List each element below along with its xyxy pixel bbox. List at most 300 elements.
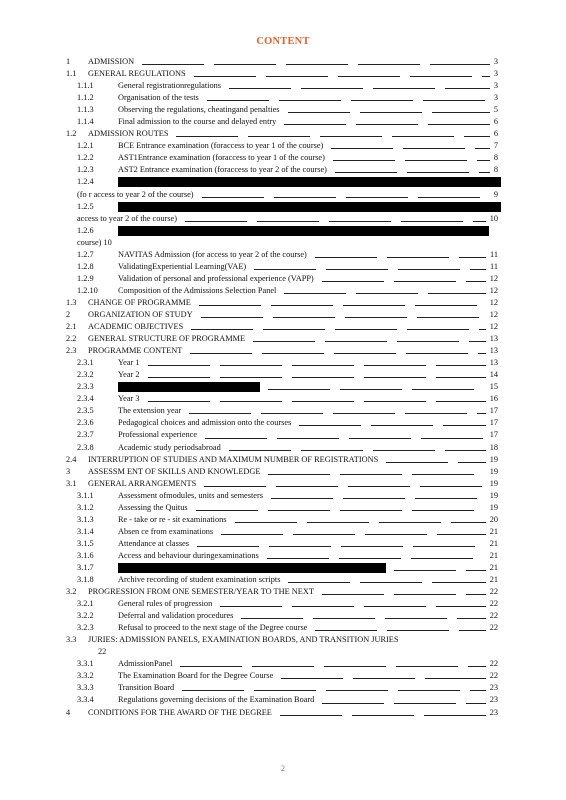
leader-line (148, 377, 210, 378)
toc-entry-title: Regulations governing decisions of the Examination Board (118, 695, 315, 705)
leader-line (333, 160, 395, 161)
leader-line (263, 329, 325, 330)
redaction-bar (118, 226, 489, 236)
leader-line (254, 690, 316, 691)
toc-entry[interactable] (66, 152, 498, 164)
toc-entry[interactable] (66, 116, 498, 128)
toc-entry-title: Archive recording of student examination scripts (118, 575, 281, 585)
leader-line (424, 715, 486, 716)
toc-entry-number: 3.1 (66, 478, 77, 488)
toc-entry-title: NAVITAS Admission (for access to year 2 of the course) (118, 249, 307, 259)
toc-entry[interactable] (66, 333, 498, 345)
leader-line (415, 305, 477, 306)
leader-line (466, 594, 486, 595)
toc-entry-number: 2.3 (66, 346, 77, 356)
page-number: 2 (281, 764, 285, 773)
toc-entry-title: The Examination Board for the Degree Course (118, 671, 274, 681)
toc-entry-number: 1.1.3 (77, 105, 94, 115)
toc-entry-number: 1.1.2 (77, 93, 94, 103)
toc-entry-title: Transition Board (118, 683, 175, 693)
toc-entry[interactable] (66, 249, 498, 261)
toc-entry-page: 22 (489, 671, 498, 681)
leader-line (346, 197, 408, 198)
toc-entry-page: 22 (489, 611, 498, 621)
toc-entry[interactable] (66, 128, 498, 140)
toc-entry-page: 12 (489, 322, 498, 332)
leader-line (398, 690, 460, 691)
leader-line (458, 462, 486, 463)
toc-entry[interactable] (66, 104, 498, 116)
toc-entry[interactable] (66, 68, 498, 80)
leader-line (241, 618, 303, 619)
toc-entry[interactable] (66, 646, 498, 658)
toc-entry[interactable] (66, 201, 498, 213)
leader-line (252, 666, 314, 667)
leader-line (360, 112, 422, 113)
leader-line (364, 377, 426, 378)
leader-line (387, 257, 449, 258)
leader-line (148, 365, 210, 366)
toc-entry-title: Year 2 (118, 370, 140, 380)
leader-line (202, 197, 264, 198)
toc-entry-title: Year 3 (118, 394, 140, 404)
leader-line (284, 124, 346, 125)
leader-line (292, 377, 354, 378)
toc-entry[interactable] (66, 670, 498, 682)
toc-entry[interactable] (66, 514, 498, 526)
leader-line (348, 486, 410, 487)
toc-entry[interactable] (66, 297, 498, 309)
toc-entry-page: 19 (489, 466, 498, 476)
leader-line (189, 413, 251, 414)
toc-entry-title: PROGRAMME CONTENT (88, 346, 183, 356)
toc-entry-title: Academic study periodsabroad (118, 442, 221, 452)
leader-line (469, 341, 486, 342)
leader-line (417, 317, 479, 318)
leader-line (279, 100, 341, 101)
leader-line (459, 257, 486, 258)
toc-entry-number: 2.3.2 (77, 370, 94, 380)
toc-entry-page: 12 (489, 309, 498, 319)
leader-line (284, 293, 346, 294)
leader-line (349, 438, 411, 439)
leader-line (335, 172, 397, 173)
toc-entry-number: 1.2.3 (77, 165, 94, 175)
leader-line (418, 197, 480, 198)
toc-entry-number: 1.2.9 (77, 273, 94, 283)
toc-entry-number: 3.1.8 (77, 575, 94, 585)
leader-line (324, 666, 386, 667)
leader-line (343, 498, 405, 499)
toc-entry-title: Year 1 (118, 358, 140, 368)
toc-entry-page: 5 (493, 105, 498, 115)
leader-line (477, 160, 490, 161)
toc-entry-number: 3.2.3 (77, 623, 94, 633)
toc-entry[interactable] (66, 357, 498, 369)
leader-line (352, 715, 414, 716)
leader-line (356, 293, 418, 294)
leader-line (322, 703, 384, 704)
toc-entry-number: 3.2.2 (77, 611, 94, 621)
leader-line (443, 425, 485, 426)
leader-line (205, 438, 267, 439)
toc-entry-page: 23 (489, 695, 498, 705)
toc-entry-number: 1.3 (66, 297, 77, 307)
redaction-bar (118, 202, 501, 212)
leader-line (339, 558, 401, 559)
leader-line (394, 703, 456, 704)
toc-entry-number: 3.3.3 (77, 683, 94, 693)
leader-line (457, 618, 485, 619)
leader-line (220, 606, 282, 607)
toc-entry-title: ValidatingExperiential Learning(VAE) (118, 261, 247, 271)
toc-entry-title: Professional experience (118, 430, 198, 440)
toc-entry-title: Refusal to proceed to the next stage of the Degree course (118, 623, 308, 633)
toc-entry-number: 1.2.10 (77, 285, 98, 295)
leader-line (248, 136, 310, 137)
toc-entry-title: General registrationregulations (118, 81, 221, 91)
toc-entry-title: Pedagogical choices and admission onto the courses (118, 418, 292, 428)
toc-entry[interactable] (66, 273, 498, 285)
table-of-contents (66, 56, 498, 719)
toc-entry-number: 1.1.4 (77, 117, 94, 127)
toc-entry-page: 19 (489, 490, 498, 500)
toc-entry-number: 2.3.7 (77, 430, 94, 440)
leader-line (373, 450, 435, 451)
toc-entry-number: 2.3.8 (77, 442, 94, 452)
toc-entry-page: 19 (489, 454, 498, 464)
toc-entry-page: 17 (489, 430, 498, 440)
toc-entry-number: 3.3 (66, 635, 77, 645)
leader-line (194, 76, 256, 77)
toc-entry-page: 22 (489, 623, 498, 633)
toc-entry-number: 2.3.4 (77, 394, 94, 404)
toc-entry-page: 6 (493, 129, 498, 139)
leader-line (253, 341, 315, 342)
toc-entry[interactable] (66, 574, 498, 586)
toc-entry-title: ADMISSION ROUTES (88, 129, 169, 139)
toc-entry-page: 12 (489, 297, 498, 307)
leader-line (229, 88, 291, 89)
toc-entry[interactable] (66, 369, 498, 381)
leader-line (401, 221, 463, 222)
toc-entry-title: PROGRESSION FROM ONE SEMESTER/YEAR TO THE NEXT (88, 587, 314, 597)
leader-line (274, 197, 336, 198)
toc-entry-number: 3.1.1 (77, 490, 94, 500)
toc-entry[interactable] (66, 237, 498, 249)
leader-line (235, 522, 297, 523)
leader-line (364, 365, 426, 366)
leader-line (261, 413, 323, 414)
toc-entry[interactable] (66, 454, 498, 466)
toc-entry[interactable] (66, 682, 498, 694)
toc-entry-title: The extension year (118, 406, 182, 416)
toc-entry-title: 22 (98, 647, 107, 657)
toc-entry-number: 3.1.4 (77, 526, 94, 536)
leader-line (386, 462, 448, 463)
leader-line (403, 148, 465, 149)
toc-title: CONTENT (256, 36, 310, 47)
leader-line (379, 522, 441, 523)
toc-entry[interactable] (66, 140, 498, 152)
toc-entry[interactable] (66, 562, 498, 574)
leader-line (466, 703, 485, 704)
leader-line (405, 160, 467, 161)
leader-line (466, 570, 486, 571)
toc-entry-number: 1.2.8 (77, 261, 94, 271)
toc-entry-title: AST2 Entrance examination (foraccess to year 2 of the course) (118, 165, 327, 175)
toc-entry-title: ADMISSION (88, 57, 135, 66)
leader-line (201, 317, 263, 318)
toc-entry[interactable] (66, 526, 498, 538)
toc-entry-page: 13 (489, 334, 498, 344)
toc-entry-page: 21 (489, 526, 498, 536)
toc-entry[interactable] (66, 164, 498, 176)
leader-line (315, 257, 377, 258)
leader-line (307, 522, 369, 523)
leader-line (322, 594, 384, 595)
toc-entry[interactable] (66, 538, 498, 550)
leader-line (288, 112, 350, 113)
toc-entry-number: 3.2.1 (77, 599, 94, 609)
toc-entry-page: 18 (489, 442, 498, 452)
toc-entry-title: Organisation of the tests (118, 93, 199, 103)
leader-line (315, 630, 377, 631)
redaction-bar (118, 177, 501, 187)
leader-line (364, 401, 426, 402)
leader-line (394, 594, 456, 595)
leader-line (221, 534, 283, 535)
toc-entry-title: Assessing the Quitus (118, 502, 188, 512)
toc-entry[interactable] (66, 321, 498, 333)
toc-entry-title: ASSESSM ENT OF SKILLS AND KNOWLEDGE (88, 466, 261, 476)
toc-entry[interactable] (66, 490, 498, 502)
leader-line (394, 570, 456, 571)
leader-line (412, 474, 474, 475)
toc-entry-page: 11 (490, 249, 498, 259)
leader-line (288, 582, 350, 583)
toc-entry-number: 1.2.7 (77, 249, 94, 259)
toc-entry[interactable] (66, 502, 498, 514)
toc-entry-page: 19 (489, 502, 498, 512)
leader-line (364, 606, 426, 607)
toc-entry-number: 1.2.2 (77, 153, 94, 163)
leader-line (331, 148, 393, 149)
leader-line (271, 498, 333, 499)
toc-entry-number: 2.4 (66, 454, 77, 464)
leader-line (338, 76, 400, 77)
leader-line (466, 281, 486, 282)
leader-line (445, 450, 486, 451)
leader-line (428, 124, 490, 125)
toc-entry[interactable] (66, 225, 498, 237)
toc-entry[interactable] (66, 80, 498, 92)
toc-entry[interactable] (66, 694, 498, 706)
leader-line (371, 425, 433, 426)
toc-entry-number: 3.3.1 (77, 659, 94, 669)
leader-line (387, 630, 449, 631)
leader-line (266, 76, 328, 77)
leader-line (190, 353, 252, 354)
toc-entry-page: 3 (493, 69, 498, 79)
toc-entry-page: 6 (493, 117, 498, 127)
toc-entry-number: 4 (66, 707, 71, 717)
leader-line (358, 64, 420, 65)
toc-entry[interactable] (66, 345, 498, 357)
toc-entry-page: 22 (489, 587, 498, 597)
leader-line (214, 64, 276, 65)
leader-line (329, 221, 391, 222)
leader-line (470, 269, 486, 270)
leader-line (432, 112, 490, 113)
leader-line (281, 678, 343, 679)
toc-entry-number: 1 (66, 57, 71, 66)
leader-line (191, 329, 253, 330)
leader-line (207, 100, 269, 101)
toc-entry-page: 21 (489, 575, 498, 585)
leader-line (468, 666, 485, 667)
toc-entry[interactable] (66, 56, 498, 68)
toc-entry-number: 2.1 (66, 322, 77, 332)
toc-entry-page: 8 (493, 165, 498, 175)
leader-line (406, 353, 468, 354)
toc-entry-page: 22 (489, 599, 498, 609)
leader-line (405, 413, 467, 414)
leader-line (373, 88, 435, 89)
toc-entry-title: course) 10 (77, 237, 112, 247)
toc-entry-title: Attendance at classes (118, 538, 189, 548)
leader-line (276, 486, 338, 487)
toc-entry[interactable] (66, 309, 498, 321)
toc-entry[interactable] (66, 176, 498, 188)
leader-line (423, 100, 485, 101)
leader-line (420, 486, 482, 487)
toc-entry-page: 3 (493, 57, 498, 66)
toc-entry-number: 2.2 (66, 334, 77, 344)
leader-line (268, 389, 330, 390)
leader-line (475, 148, 490, 149)
toc-entry-page: 21 (489, 562, 498, 572)
toc-entry-title: INTERRUPTION OF STUDIES AND MAXIMUM NUMBER OF REGISTRATIONS (88, 454, 379, 464)
toc-entry-page: 17 (489, 406, 498, 416)
toc-entry[interactable] (66, 707, 498, 719)
toc-entry-page: 12 (489, 285, 498, 295)
toc-entry[interactable] (66, 622, 498, 634)
toc-entry-title: AST1Entrance examination (foraccess to year 1 of the course) (118, 153, 325, 163)
leader-line (436, 401, 486, 402)
toc-entry[interactable] (66, 610, 498, 622)
toc-entry-number: 1.2.6 (77, 225, 94, 235)
leader-line (411, 558, 473, 559)
leader-line (286, 64, 348, 65)
toc-entry[interactable] (66, 381, 498, 393)
leader-line (229, 450, 291, 451)
toc-entry-number: 3.3.2 (77, 671, 94, 681)
leader-line (464, 136, 489, 137)
leader-line (398, 269, 460, 270)
toc-entry-page: 23 (489, 707, 498, 717)
leader-line (273, 317, 335, 318)
toc-entry[interactable] (66, 658, 498, 670)
leader-line (407, 329, 469, 330)
leader-line (436, 606, 485, 607)
leader-line (299, 425, 361, 426)
leader-line (341, 546, 403, 547)
toc-entry[interactable] (66, 261, 498, 273)
leader-line (425, 678, 485, 679)
toc-entry[interactable] (66, 466, 498, 478)
toc-entry-number: 1.2.1 (77, 141, 94, 151)
toc-entry-title: GENERAL STRUCTURE OF PROGRAMME (88, 334, 246, 344)
toc-entry[interactable] (66, 213, 498, 225)
leader-line (407, 172, 469, 173)
leader-line (148, 401, 210, 402)
toc-entry-title: JURIES: ADMISSION PANELS, EXAMINATION BOARDS, AND TRANSITION JURIES (88, 635, 399, 645)
toc-entry-page: 22 (489, 659, 498, 669)
leader-line (436, 377, 486, 378)
leader-line (326, 269, 388, 270)
toc-entry-title: Access and behaviour duringexaminations (118, 550, 259, 560)
toc-entry-title: ACADEMIC OBJECTIVES (88, 322, 184, 332)
toc-entry[interactable] (66, 92, 498, 104)
toc-entry[interactable] (66, 189, 498, 201)
toc-entry-title: Deferral and validation procedures (118, 611, 234, 621)
leader-line (479, 329, 486, 330)
leader-line (473, 221, 486, 222)
leader-line (334, 353, 396, 354)
leader-line (196, 510, 258, 511)
leader-line (257, 221, 319, 222)
leader-line (326, 690, 388, 691)
toc-entry[interactable] (66, 634, 498, 646)
leader-line (343, 305, 405, 306)
toc-entry[interactable] (66, 598, 498, 610)
toc-entry[interactable] (66, 550, 498, 562)
leader-line (430, 64, 490, 65)
toc-entry[interactable] (66, 405, 498, 417)
toc-entry[interactable] (66, 478, 498, 490)
toc-entry-title: CHANGE OF PROGRAMME (88, 297, 191, 307)
leader-line (394, 281, 456, 282)
leader-line (360, 582, 422, 583)
leader-line (292, 606, 354, 607)
leader-line (292, 365, 354, 366)
leader-line (365, 534, 427, 535)
toc-entry-title: GENERAL ARRANGEMENTS (88, 478, 197, 488)
leader-line (415, 498, 477, 499)
toc-entry-page: 3 (493, 81, 498, 91)
leader-line (437, 534, 486, 535)
leader-line (340, 474, 402, 475)
leader-line (396, 666, 458, 667)
toc-entry-title: Final admission to the course and delayed entry (118, 117, 277, 127)
toc-entry[interactable] (66, 285, 498, 297)
toc-entry[interactable] (66, 417, 498, 429)
toc-entry-page: 21 (489, 550, 498, 560)
toc-entry-page: 13 (489, 346, 498, 356)
toc-entry[interactable] (66, 586, 498, 598)
toc-entry[interactable] (66, 393, 498, 405)
toc-entry[interactable] (66, 429, 498, 441)
leader-line (353, 678, 415, 679)
leader-line (320, 136, 382, 137)
leader-line (356, 124, 418, 125)
toc-entry-page: 8 (493, 153, 498, 163)
leader-line (478, 353, 485, 354)
toc-entry-page: 14 (489, 370, 498, 380)
toc-entry[interactable] (66, 442, 498, 454)
toc-entry-title: Assessment ofmodules, units and semesters (118, 490, 263, 500)
